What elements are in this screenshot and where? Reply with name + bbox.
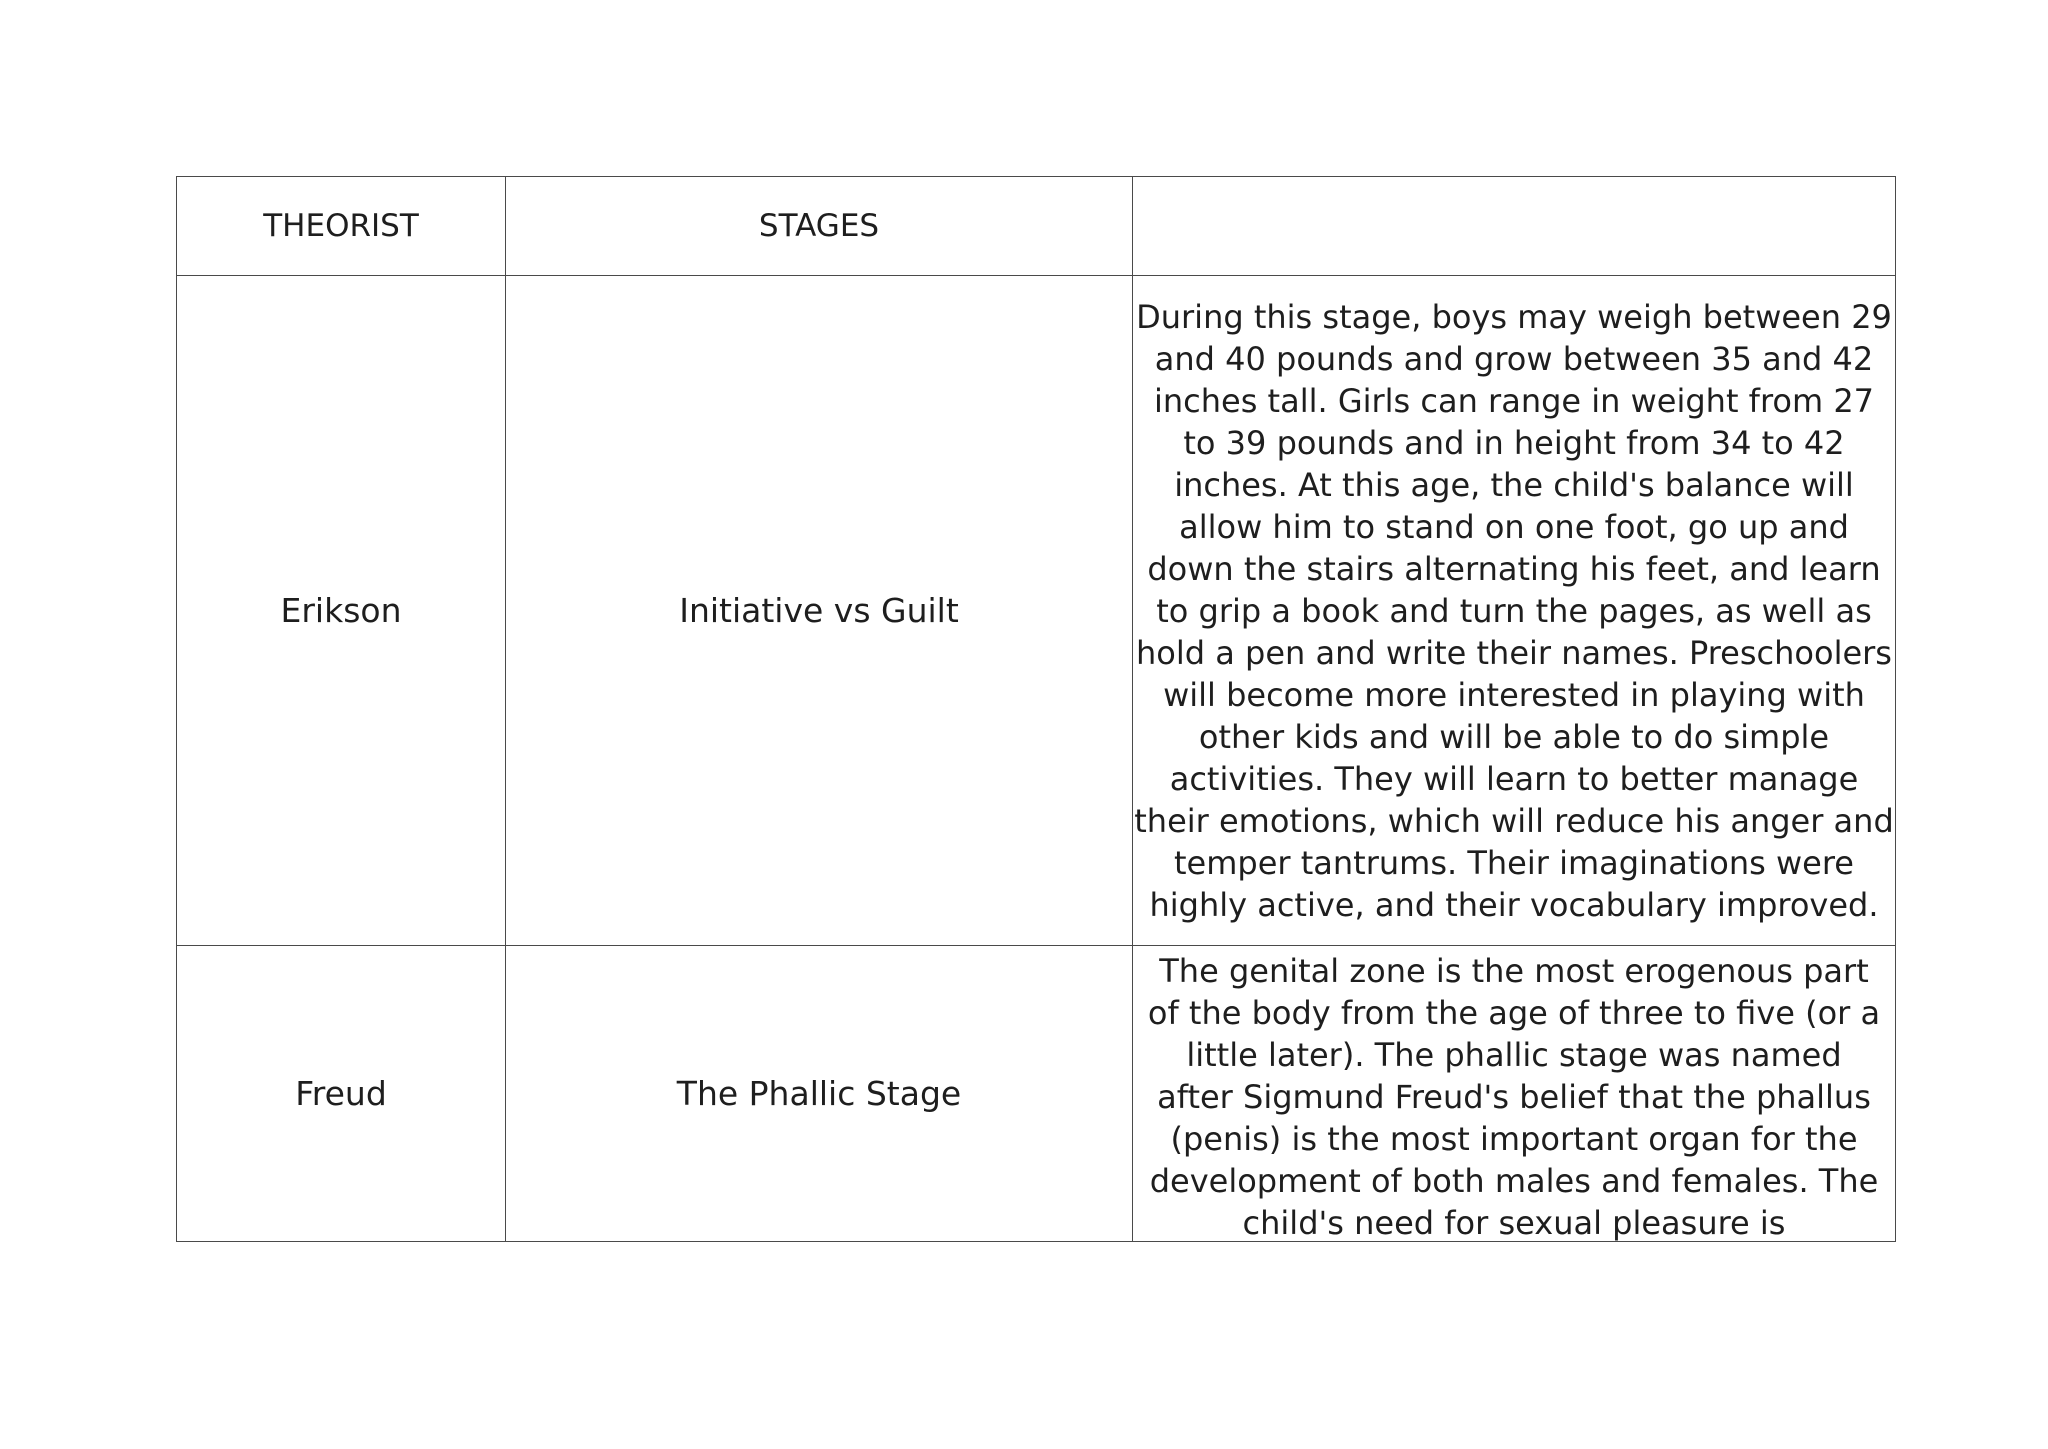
header-stages: STAGES [506,177,1133,276]
description-cell [1133,946,1896,1242]
theorist-cell: Freud [177,946,506,1242]
table-header-row [177,177,1896,276]
theorist-cell: Erikson [177,276,506,946]
description-text: The genital zone is the most erogenous part of the body from the age of three to five (or a little later). The phallic stage was named after Sigmund Freud's belief that the phallus (penis) is the most important organ for the development of both males and females. The child's need for sexual pleasure is [1147,952,1881,1241]
stage-cell: Initiative vs Guilt [506,276,1133,946]
header-theorist: THEORIST [177,177,506,276]
development-stages-table [176,176,1896,1242]
header-description [1133,177,1896,276]
table-row [177,946,1896,1242]
stage-cell: The Phallic Stage [506,946,1133,1242]
table-row [177,276,1896,946]
description-cell: During this stage, boys may weigh between 29 and 40 pounds and grow between 35 and 42 inches tall. Girls can range in weight from 27 to 39 pounds and in height from 34 to 42 inches. At this age, the child's balance will allow him to stand on one foot, go up and down the stairs alternating his feet, and learn to grip a book and turn the pages, as well as hold a pen and write their names. Preschoolers will become more interested in playing with other kids and will be able to do simple activities. They will learn to better manage their emotions, which will reduce his anger and temper tantrums. Their imaginations were highly active, and their vocabulary improved. [1133,276,1896,946]
